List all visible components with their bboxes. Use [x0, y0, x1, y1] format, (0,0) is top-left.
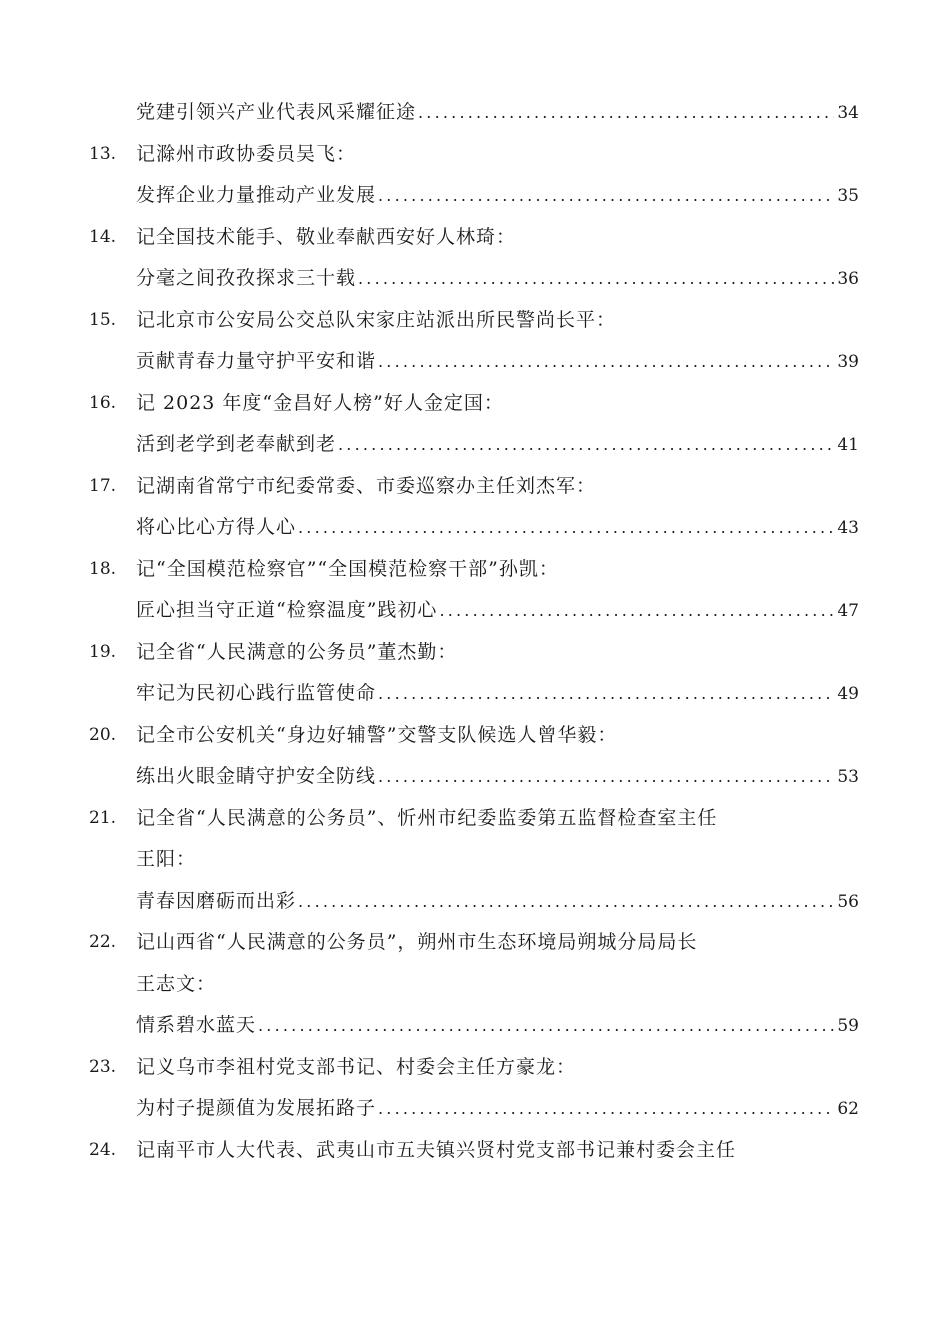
- dot-leader: [358, 258, 834, 300]
- toc-heading-line: [0, 715, 950, 757]
- toc-leader-line[interactable]: [136, 258, 859, 301]
- toc-page-number: 49: [837, 684, 859, 704]
- toc-page-number: 43: [837, 518, 859, 538]
- toc-heading: 记 2023 年度“金昌好人榜”好人金定国：: [136, 391, 504, 414]
- toc-title: 牢记为民初心践行监管使命: [136, 682, 377, 704]
- toc-leader-line[interactable]: [136, 507, 859, 550]
- toc-entry-number: 20.: [89, 724, 117, 745]
- toc-title-line: [0, 1005, 950, 1047]
- toc-heading-line: [0, 300, 950, 342]
- toc-title-line: [0, 341, 950, 383]
- toc-title-line: [0, 507, 950, 549]
- toc-heading-line: [0, 798, 950, 840]
- dot-leader: [258, 1005, 834, 1047]
- toc-heading: 记滁州市政协委员吴飞：: [136, 142, 357, 165]
- toc-page-number: 39: [837, 352, 859, 372]
- toc-heading: 记全国技术能手、敬业奉献西安好人林琦：: [136, 225, 517, 248]
- toc-leader-line[interactable]: [136, 756, 859, 799]
- toc-title-line: [0, 258, 950, 300]
- toc-heading: 记全省“人民满意的公务员”董杰勤：: [136, 640, 458, 663]
- toc-heading: 记南平市人大代表、武夷山市五夫镇兴贤村党支部书记兼村委会主任: [136, 1138, 737, 1161]
- toc-heading-line: [0, 922, 950, 964]
- toc-title-line: [0, 1088, 950, 1130]
- toc-page-number: 35: [837, 186, 859, 206]
- toc-heading: 记湖南省常宁市纪委常委、市委巡察办主任刘杰军：: [136, 474, 597, 497]
- toc-entry-number: 18.: [89, 558, 117, 579]
- toc-entry-number: 21.: [89, 807, 117, 828]
- toc-entry-number: 13.: [89, 143, 117, 164]
- toc-page-number: 34: [837, 103, 859, 123]
- toc-leader-line[interactable]: [136, 175, 859, 218]
- toc-title-line: [0, 756, 950, 798]
- toc-page-number: 59: [837, 1016, 859, 1036]
- toc-title: 练出火眼金睛守护安全防线: [136, 765, 377, 787]
- toc-heading: 记全省“人民满意的公务员”、忻州市纪委监委第五监督检查室主任: [136, 806, 718, 829]
- toc-title-line: [0, 881, 950, 923]
- toc-entry-number: 19.: [89, 641, 117, 662]
- toc-page-number: 36: [837, 269, 859, 289]
- dot-leader: [378, 341, 834, 383]
- toc-page-number: 47: [837, 601, 859, 621]
- toc-page-number: 56: [837, 891, 859, 912]
- table-of-contents: [0, 92, 950, 1171]
- toc-title: 发挥企业力量推动产业发展: [136, 184, 377, 206]
- dot-leader: [378, 175, 834, 217]
- toc-heading-line: [0, 632, 950, 674]
- toc-heading-continuation-line: [0, 964, 950, 1006]
- toc-title: 为村子提颜值为发展拓路子: [136, 1097, 377, 1119]
- toc-leader-line[interactable]: [136, 590, 859, 633]
- toc-title-line: [0, 673, 950, 715]
- toc-heading-line: [0, 134, 950, 176]
- toc-heading: 记“全国模范检察官”“全国模范检察干部”孙凯：: [136, 557, 559, 580]
- toc-leader-line[interactable]: [136, 424, 859, 467]
- toc-title-line: [0, 424, 950, 466]
- toc-title: 青春因磨砺而出彩: [136, 889, 297, 912]
- dot-leader: [378, 673, 834, 715]
- dot-leader: [418, 92, 834, 134]
- toc-title: 贡献青春力量守护平安和谐: [136, 350, 377, 372]
- toc-leader-line[interactable]: [136, 881, 859, 924]
- toc-page-number: 62: [837, 1099, 859, 1119]
- dot-leader: [378, 756, 834, 798]
- dot-leader: [298, 507, 834, 549]
- toc-heading-line: [0, 383, 950, 425]
- toc-leader-line[interactable]: [136, 1088, 859, 1131]
- toc-leader-line[interactable]: [136, 341, 859, 384]
- toc-leader-line[interactable]: [136, 92, 859, 135]
- toc-entry-number: 16.: [89, 392, 117, 413]
- toc-page-number: 53: [837, 767, 859, 787]
- toc-heading-line: [0, 217, 950, 259]
- toc-heading: 记全市公安机关“身边好辅警”交警支队候选人曾华毅：: [136, 723, 618, 746]
- toc-leader-line[interactable]: [136, 1005, 859, 1048]
- toc-heading-line: [0, 466, 950, 508]
- toc-title-line: [0, 92, 950, 134]
- toc-heading-line: [0, 1130, 950, 1172]
- toc-heading: 记山西省“人民满意的公务员”，朔州市生态环境局朔城分局局长: [136, 931, 698, 953]
- toc-entry-number: 15.: [89, 309, 117, 330]
- toc-heading-continuation-line: [0, 839, 950, 881]
- toc-entry-number: 23.: [89, 1056, 117, 1077]
- toc-title: 活到老学到老奉献到老: [136, 433, 337, 455]
- dot-leader: [378, 1088, 834, 1130]
- toc-heading-line: [0, 549, 950, 591]
- toc-entry-number: 24.: [89, 1139, 117, 1160]
- toc-heading-line: [0, 1047, 950, 1089]
- toc-entry-number: 14.: [89, 226, 117, 247]
- toc-entry-number: 22.: [89, 932, 117, 952]
- toc-title: 匠心担当守正道“检察温度”践初心: [136, 599, 438, 621]
- toc-leader-line[interactable]: [136, 673, 859, 716]
- dot-leader: [338, 424, 834, 466]
- toc-title: 将心比心方得人心: [136, 516, 297, 538]
- dot-leader: [298, 881, 834, 923]
- toc-heading-continuation: 王志文：: [136, 972, 217, 995]
- toc-heading: 记义乌市李祖村党支部书记、村委会主任方豪龙：: [136, 1055, 577, 1078]
- toc-page-number: 41: [837, 435, 859, 455]
- toc-title-line: [0, 175, 950, 217]
- toc-heading: 记北京市公安局公交总队宋家庄站派出所民警尚长平：: [136, 308, 617, 331]
- toc-title-line: [0, 590, 950, 632]
- toc-title: 情系碧水蓝天: [136, 1014, 257, 1036]
- toc-entry-number: 17.: [89, 475, 117, 496]
- toc-heading-continuation: 王阳：: [136, 848, 197, 870]
- toc-title: 党建引领兴产业代表风采耀征途: [136, 101, 417, 123]
- dot-leader: [439, 590, 834, 632]
- toc-title: 分毫之间孜孜探求三十载: [136, 267, 357, 289]
